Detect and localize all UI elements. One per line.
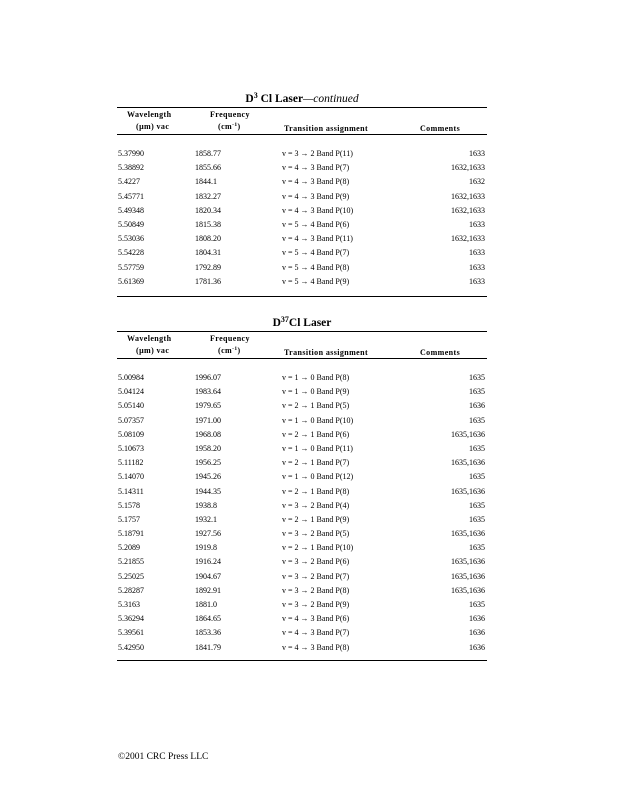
cell-wavelength: 5.57759 <box>118 262 144 272</box>
cell-wavelength: 5.54228 <box>118 248 144 258</box>
table-row <box>117 175 487 189</box>
cell-frequency: 1858.77 <box>195 149 221 158</box>
cell-frequency: 1979.65 <box>195 401 221 411</box>
cell-comments: 1635 <box>469 500 485 510</box>
header-transition: Transition assignment <box>284 124 369 133</box>
cell-transition: v = 1 → 0 Band P(11) <box>282 443 353 453</box>
header-frequency-unit: $(cm^{-1})$ <box>218 122 241 131</box>
cell-transition: v = 3 → 2 Band P(7) <box>282 571 350 581</box>
cell-comments: 1635,1636 <box>451 571 485 581</box>
cell-wavelength: 5.05140 <box>118 401 144 411</box>
table-row <box>117 147 487 161</box>
cell-frequency: 1792.89 <box>195 262 221 272</box>
cell-frequency: 1956.25 <box>195 458 221 468</box>
cell-comments: 1635,1636 <box>451 429 485 439</box>
table-row <box>117 513 487 527</box>
cell-transition: v = 4 → 3 Band P(11) <box>282 234 353 244</box>
cell-wavelength: 5.00984 <box>118 373 144 382</box>
cell-transition: v = 3 → 2 Band P(5) <box>282 529 350 539</box>
cell-wavelength: 5.37990 <box>118 149 144 158</box>
cell-wavelength: 5.42950 <box>118 642 144 652</box>
cell-wavelength: 5.28287 <box>118 585 144 595</box>
table-row <box>117 499 487 513</box>
cell-comments: 1632,1633 <box>451 191 485 201</box>
cell-frequency: 1815.38 <box>195 219 221 229</box>
cell-frequency: 1932.1 <box>195 514 217 524</box>
header-wavelength-unit: (μm) vac <box>136 122 170 131</box>
table-header <box>117 332 487 359</box>
cell-transition: v = 1 → 0 Band P(10) <box>282 415 354 425</box>
table-body <box>117 135 487 289</box>
cell-comments: 1636 <box>469 642 485 652</box>
table-row <box>117 190 487 204</box>
cell-comments: 1635 <box>469 543 485 553</box>
table-row <box>117 385 487 399</box>
cell-wavelength: 5.36294 <box>118 614 144 624</box>
cell-comments: 1635,1636 <box>451 585 485 595</box>
cell-frequency: 1944.35 <box>195 486 221 496</box>
cell-transition: v = 4 → 3 Band P(6) <box>282 614 350 624</box>
cell-frequency: 1808.20 <box>195 234 221 244</box>
table-row <box>117 371 487 385</box>
table-row <box>117 442 487 456</box>
cell-comments: 1632 <box>469 177 485 187</box>
cell-wavelength: 5.21855 <box>118 557 144 567</box>
table-row <box>117 641 487 655</box>
cell-comments: 1635,1636 <box>451 458 485 468</box>
table-row <box>117 470 487 484</box>
cell-comments: 1635,1636 <box>451 486 485 496</box>
cell-frequency: 1781.36 <box>195 276 221 286</box>
cell-transition: v = 3 → 2 Band P(6) <box>282 557 350 567</box>
table-title: $D^3$ Cl Laser—continued <box>117 89 487 108</box>
cell-frequency: 1832.27 <box>195 191 221 201</box>
table-header <box>117 108 487 135</box>
cell-wavelength: 5.14070 <box>118 472 144 482</box>
table-d3cl-continued <box>117 89 487 297</box>
cell-transition: v = 5 → 4 Band P(9) <box>282 276 350 286</box>
table-row <box>117 275 487 289</box>
cell-transition: v = 5 → 4 Band P(6) <box>282 219 350 229</box>
cell-wavelength: 5.38892 <box>118 163 144 173</box>
cell-transition: v = 4 → 3 Band P(9) <box>282 191 350 201</box>
cell-frequency: 1881.0 <box>195 600 217 609</box>
cell-wavelength: 5.61369 <box>118 276 144 286</box>
header-comments: Comments <box>420 124 461 133</box>
table-row <box>117 598 487 612</box>
cell-comments: 1632,1633 <box>451 163 485 173</box>
cell-frequency: 1958.20 <box>195 443 221 453</box>
table-bottom-rule <box>117 660 487 661</box>
table-row <box>117 204 487 218</box>
cell-frequency: 1820.34 <box>195 205 221 215</box>
cell-wavelength: 5.04124 <box>118 387 144 397</box>
cell-wavelength: 5.08109 <box>118 429 144 439</box>
cell-frequency: 1804.31 <box>195 248 221 258</box>
cell-wavelength: 5.4227 <box>118 177 140 187</box>
cell-frequency: 1844.1 <box>195 177 217 187</box>
cell-transition: v = 3 → 2 Band P(8) <box>282 585 350 595</box>
cell-comments: 1635 <box>469 472 485 482</box>
table-row <box>117 527 487 541</box>
cell-frequency: 1904.67 <box>195 571 221 581</box>
cell-comments: 1635 <box>469 373 485 382</box>
cell-frequency: 1919.8 <box>195 543 217 553</box>
cell-transition: v = 3 → 2 Band P(9) <box>282 600 350 609</box>
table-row <box>117 399 487 413</box>
header-comments: Comments <box>420 348 461 357</box>
table-row <box>117 261 487 275</box>
cell-comments: 1633 <box>469 276 485 286</box>
cell-comments: 1632,1633 <box>451 234 485 244</box>
cell-comments: 1633 <box>469 248 485 258</box>
table-title: $D^{37}Cl$ Laser <box>117 313 487 332</box>
cell-frequency: 1927.56 <box>195 529 221 539</box>
table-d37cl <box>117 313 487 661</box>
cell-transition: v = 1 → 0 Band P(12) <box>282 472 354 482</box>
table-row <box>117 246 487 260</box>
cell-wavelength: 5.2089 <box>118 543 140 553</box>
table-row <box>117 584 487 598</box>
header-wavelength: Wavelength <box>127 110 172 119</box>
cell-transition: v = 1 → 0 Band P(8) <box>282 373 350 382</box>
copyright-footer: ©2001 CRC Press LLC <box>118 752 209 762</box>
cell-transition: v = 3 → 2 Band P(11) <box>282 149 353 158</box>
cell-comments: 1636 <box>469 401 485 411</box>
cell-wavelength: 5.50849 <box>118 219 144 229</box>
cell-comments: 1635,1636 <box>451 557 485 567</box>
cell-wavelength: 5.1578 <box>118 500 140 510</box>
header-frequency: Frequency <box>210 110 250 119</box>
cell-wavelength: 5.45771 <box>118 191 144 201</box>
header-transition: Transition assignment <box>284 348 369 357</box>
header-wavelength: Wavelength <box>127 334 172 343</box>
cell-wavelength: 5.11182 <box>118 458 144 468</box>
cell-wavelength: 5.39561 <box>118 628 144 638</box>
cell-wavelength: 5.1757 <box>118 514 140 524</box>
cell-wavelength: 5.49348 <box>118 205 144 215</box>
cell-frequency: 1971.00 <box>195 415 221 425</box>
cell-wavelength: 5.53036 <box>118 234 144 244</box>
cell-frequency: 1855.66 <box>195 163 221 173</box>
cell-wavelength: 5.18791 <box>118 529 144 539</box>
header-frequency: Frequency <box>210 334 250 343</box>
cell-comments: 1632,1633 <box>451 205 485 215</box>
cell-comments: 1635 <box>469 600 485 609</box>
cell-comments: 1633 <box>469 262 485 272</box>
cell-transition: v = 3 → 2 Band P(4) <box>282 500 350 510</box>
table-row <box>117 414 487 428</box>
header-wavelength-unit: (μm) vac <box>136 346 170 355</box>
table-bottom-rule <box>117 296 487 297</box>
cell-frequency: 1841.79 <box>195 642 221 652</box>
cell-transition: v = 4 → 3 Band P(8) <box>282 177 350 187</box>
cell-comments: 1635,1636 <box>451 529 485 539</box>
cell-transition: v = 4 → 3 Band P(10) <box>282 205 354 215</box>
cell-frequency: 1916.24 <box>195 557 221 567</box>
cell-wavelength: 5.07357 <box>118 415 144 425</box>
cell-transition: v = 2 → 1 Band P(8) <box>282 486 350 496</box>
table-row <box>117 161 487 175</box>
header-frequency-unit: $(cm^{-1})$ <box>218 346 241 355</box>
cell-frequency: 1853.36 <box>195 628 221 638</box>
cell-comments: 1636 <box>469 628 485 638</box>
cell-frequency: 1968.08 <box>195 429 221 439</box>
cell-transition: v = 2 → 1 Band P(9) <box>282 514 350 524</box>
cell-wavelength: 5.25025 <box>118 571 144 581</box>
cell-comments: 1635 <box>469 443 485 453</box>
cell-frequency: 1945.26 <box>195 472 221 482</box>
table-body <box>117 359 487 655</box>
table-row <box>117 485 487 499</box>
table-row <box>117 541 487 555</box>
table-row <box>117 555 487 569</box>
cell-comments: 1635 <box>469 415 485 425</box>
table-row <box>117 570 487 584</box>
table-row <box>117 428 487 442</box>
cell-transition: v = 4 → 3 Band P(8) <box>282 642 350 652</box>
cell-transition: v = 2 → 1 Band P(5) <box>282 401 350 411</box>
table-row <box>117 612 487 626</box>
cell-wavelength: 5.10673 <box>118 443 144 453</box>
table-row <box>117 218 487 232</box>
cell-wavelength: 5.14311 <box>118 486 144 496</box>
cell-comments: 1635 <box>469 387 485 397</box>
cell-frequency: 1892.91 <box>195 585 221 595</box>
cell-transition: v = 4 → 3 Band P(7) <box>282 628 350 638</box>
cell-transition: v = 5 → 4 Band P(7) <box>282 248 350 258</box>
cell-frequency: 1983.64 <box>195 387 221 397</box>
table-row <box>117 232 487 246</box>
cell-transition: v = 2 → 1 Band P(7) <box>282 458 350 468</box>
cell-frequency: 1996.07 <box>195 373 221 382</box>
cell-frequency: 1938.8 <box>195 500 217 510</box>
cell-frequency: 1864.65 <box>195 614 221 624</box>
cell-transition: v = 2 → 1 Band P(10) <box>282 543 354 553</box>
cell-transition: v = 5 → 4 Band P(8) <box>282 262 350 272</box>
table-row <box>117 626 487 640</box>
cell-comments: 1635 <box>469 514 485 524</box>
cell-transition: v = 2 → 1 Band P(6) <box>282 429 350 439</box>
cell-comments: 1633 <box>469 149 485 158</box>
cell-wavelength: 5.3163 <box>118 600 140 609</box>
cell-transition: v = 1 → 0 Band P(9) <box>282 387 350 397</box>
cell-comments: 1633 <box>469 219 485 229</box>
cell-comments: 1636 <box>469 614 485 624</box>
table-row <box>117 456 487 470</box>
cell-transition: v = 4 → 3 Band P(7) <box>282 163 350 173</box>
